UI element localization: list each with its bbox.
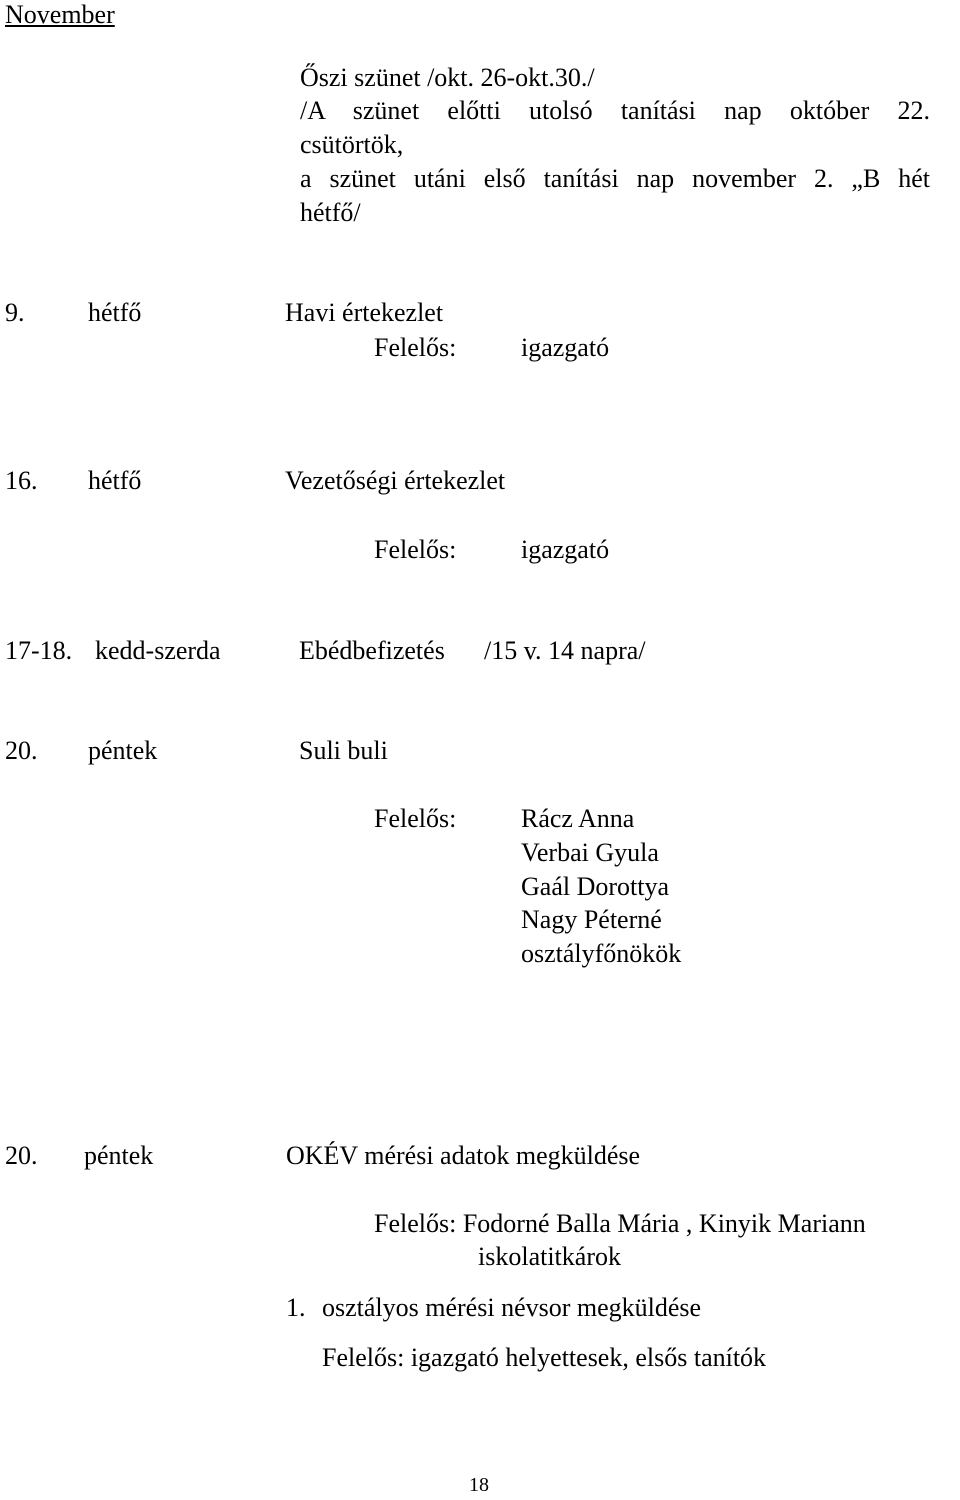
responsible-person: igazgató	[521, 333, 610, 362]
responsible-person: Verbai Gyula	[521, 838, 659, 867]
break-line: csütörtök,	[300, 130, 404, 159]
event-day: hétfő	[88, 466, 142, 495]
responsible-label: Felelős:	[374, 535, 457, 564]
event-date: 20.	[5, 736, 38, 765]
break-line: a szünet utáni első tanítási nap november 2. „B hét	[300, 164, 930, 193]
event-title: Suli buli	[299, 736, 388, 765]
break-line: /A szünet előtti utolsó tanítási nap október 22.	[300, 96, 930, 125]
event-date: 17-18.	[5, 636, 73, 665]
item-text: osztályos mérési névsor megküldése	[322, 1293, 702, 1322]
event-title: OKÉV mérési adatok megküldése	[286, 1141, 641, 1170]
event-day: hétfő	[88, 298, 142, 327]
event-day: péntek	[88, 736, 158, 765]
responsible-label: Felelős:	[374, 333, 457, 362]
event-title: Vezetőségi értekezlet	[285, 466, 506, 495]
responsible-line: iskolatitkárok	[478, 1242, 621, 1271]
event-extra: /15 v. 14 napra/	[484, 636, 646, 665]
event-day: kedd-szerda	[95, 636, 221, 665]
event-date: 9.	[5, 298, 25, 327]
responsible-person: Rácz Anna	[521, 804, 635, 833]
responsible-line: Felelős: igazgató helyettesek, elsős tanítók	[322, 1343, 767, 1372]
responsible-person: igazgató	[521, 535, 610, 564]
page-number: 18	[469, 1474, 489, 1496]
responsible-line: Felelős: Fodorné Balla Mária , Kinyik Mariann	[374, 1209, 866, 1238]
responsible-person: osztályfőnökök	[521, 939, 682, 968]
event-date: 20.	[5, 1141, 38, 1170]
item-number: 1.	[286, 1293, 306, 1322]
responsible-person: Gaál Dorottya	[521, 872, 670, 901]
break-line: Őszi szünet /okt. 26-okt.30./	[300, 63, 595, 92]
responsible-person: Nagy Péterné	[521, 905, 662, 934]
responsible-label: Felelős:	[374, 804, 457, 833]
break-line: hétfő/	[300, 198, 361, 227]
event-title: Ebédbefizetés	[299, 636, 445, 665]
month-heading: November	[5, 0, 115, 29]
event-day: péntek	[84, 1141, 154, 1170]
event-date: 16.	[5, 466, 38, 495]
event-title: Havi értekezlet	[285, 298, 444, 327]
